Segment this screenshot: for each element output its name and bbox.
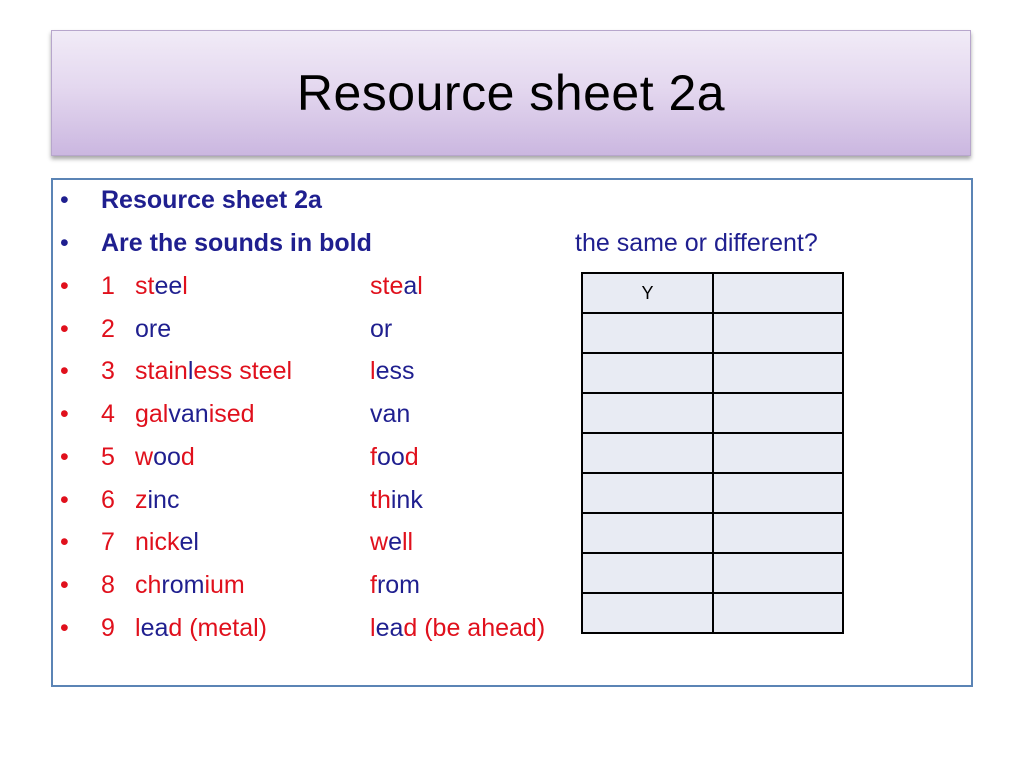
item-number: 2 <box>101 314 115 343</box>
highlighted-segment: l <box>417 272 423 300</box>
first-word <box>135 608 267 648</box>
highlighted-segment: nick <box>135 528 180 557</box>
highlighted-segment: d <box>180 442 195 471</box>
highlighted-segment: ll <box>401 528 414 557</box>
notes-cell[interactable] <box>713 513 843 553</box>
item-number: 7 <box>101 528 115 557</box>
answer-cell[interactable] <box>582 473 713 513</box>
table-row <box>582 393 843 433</box>
table-row <box>582 313 843 353</box>
highlighted-segment: d (metal) <box>168 613 268 642</box>
bullet-icon: • <box>60 272 69 300</box>
highlighted-segment: steel <box>239 357 293 386</box>
plain-segment: el <box>179 528 199 557</box>
notes-cell[interactable] <box>713 393 843 433</box>
highlighted-segment: f <box>370 570 377 599</box>
plain-segment: van <box>168 400 209 429</box>
highlighted-segment: l <box>182 272 188 300</box>
first-word <box>135 266 188 306</box>
second-word <box>370 437 419 477</box>
notes-cell[interactable] <box>713 473 843 513</box>
highlighted-segment: ess <box>193 357 240 386</box>
highlighted-segment: ch <box>135 570 162 599</box>
second-word <box>370 522 413 562</box>
plain-segment: ess <box>375 357 415 386</box>
table-row <box>582 593 843 633</box>
highlighted-segment: w <box>135 442 154 471</box>
bullet-icon: • <box>60 613 69 642</box>
item-number: 5 <box>101 442 115 471</box>
plain-segment: ore <box>135 314 172 343</box>
first-word <box>135 309 171 349</box>
answer-cell[interactable] <box>582 553 713 593</box>
plain-segment: ink <box>390 485 423 514</box>
bullet-icon: • <box>60 570 69 599</box>
first-word <box>135 394 255 434</box>
second-word <box>370 608 545 648</box>
second-word <box>370 309 392 349</box>
plain-segment: oo <box>376 442 405 471</box>
content-panel <box>51 178 973 687</box>
table-row <box>582 273 843 313</box>
table-row <box>582 433 843 473</box>
heading-text: Resource sheet 2a <box>101 186 322 214</box>
plain-segment: van <box>370 400 411 429</box>
first-word <box>135 351 292 391</box>
first-word <box>135 565 245 605</box>
bullet-icon: • <box>60 357 69 386</box>
notes-cell[interactable] <box>713 593 843 633</box>
slide-title: Resource sheet 2a <box>296 65 726 121</box>
first-word <box>135 437 195 477</box>
plain-segment: a <box>403 272 418 300</box>
highlighted-segment: gal <box>135 400 169 429</box>
highlighted-segment: d <box>404 442 419 471</box>
item-number: 9 <box>101 613 115 642</box>
first-word <box>135 522 199 562</box>
second-word <box>370 565 420 605</box>
highlighted-segment: st <box>135 272 155 300</box>
question-tail: the same or different? <box>575 229 818 257</box>
plain-segment: rom <box>161 570 205 599</box>
plain-segment: ea <box>140 613 169 642</box>
plain-segment: oo <box>153 442 181 471</box>
item-number: 4 <box>101 400 115 429</box>
first-word <box>135 480 179 520</box>
answer-cell[interactable] <box>582 393 713 433</box>
highlighted-segment: th <box>370 485 391 514</box>
table-row <box>582 553 843 593</box>
answer-cell[interactable] <box>582 313 713 353</box>
second-word <box>370 394 410 434</box>
bullet-icon: • <box>60 528 69 557</box>
highlighted-segment: w <box>370 528 389 557</box>
plain-segment: ee <box>154 272 183 300</box>
table-row <box>582 473 843 513</box>
bullet-icon: • <box>60 485 69 514</box>
question-line <box>53 223 953 263</box>
notes-cell[interactable] <box>713 353 843 393</box>
item-number: 1 <box>101 272 115 300</box>
plain-segment: or <box>370 314 393 343</box>
bullet-icon: • <box>60 186 69 214</box>
item-number: 3 <box>101 357 115 386</box>
notes-cell[interactable] <box>713 433 843 473</box>
highlighted-segment: l <box>370 357 376 386</box>
highlighted-segment: ste <box>370 272 404 300</box>
table-row <box>582 353 843 393</box>
second-word <box>370 480 423 520</box>
notes-cell[interactable] <box>713 313 843 353</box>
highlighted-segment: d (be ahead) <box>403 613 546 642</box>
bullet-icon: • <box>60 442 69 471</box>
plain-segment: ea <box>375 613 404 642</box>
plain-segment: l <box>187 357 194 386</box>
bullet-icon: • <box>60 400 69 429</box>
item-number: 6 <box>101 485 115 514</box>
bullet-icon: • <box>60 314 69 343</box>
second-word <box>370 266 423 306</box>
answer-cell[interactable] <box>582 353 713 393</box>
title-banner <box>51 30 971 156</box>
highlighted-segment: ium <box>204 570 245 599</box>
answer-table <box>581 272 844 634</box>
highlighted-segment: stain <box>135 357 188 386</box>
question-label: Are the sounds in bold <box>101 229 372 257</box>
answer-cell[interactable] <box>582 513 713 553</box>
plain-segment: inc <box>147 485 180 514</box>
plain-segment: e <box>388 528 402 557</box>
highlighted-segment: z <box>135 485 148 514</box>
highlighted-segment: l <box>370 613 376 642</box>
answer-cell[interactable]: Y <box>582 273 713 313</box>
notes-cell[interactable] <box>713 553 843 593</box>
answer-cell[interactable] <box>582 433 713 473</box>
item-number: 8 <box>101 570 115 599</box>
second-word <box>370 351 414 391</box>
plain-segment: rom <box>376 570 421 599</box>
table-row <box>582 513 843 553</box>
notes-cell[interactable] <box>713 273 843 313</box>
highlighted-segment: l <box>135 613 141 642</box>
highlighted-segment: f <box>370 442 377 471</box>
heading-line <box>53 180 953 220</box>
answer-cell[interactable] <box>582 593 713 633</box>
bullet-icon: • <box>60 229 69 257</box>
highlighted-segment: ised <box>208 400 255 429</box>
